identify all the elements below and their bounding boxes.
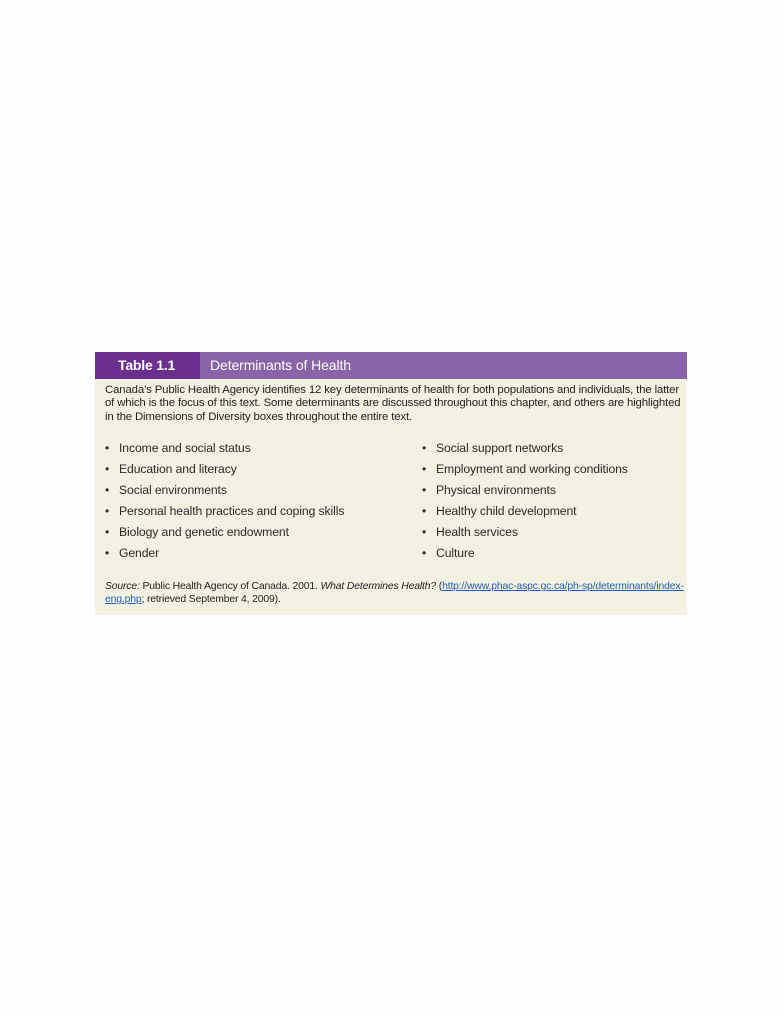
list-item-label: Social environments	[119, 483, 227, 497]
determinants-list-right	[422, 438, 628, 564]
list-item-label: Social support networks	[436, 441, 564, 455]
list-item-label: Income and social status	[119, 441, 251, 455]
list-item-label: Personal health practices and coping skills	[119, 504, 345, 518]
list-item	[105, 501, 344, 522]
bullet-icon: •	[105, 546, 110, 560]
source-text: Public Health Agency of Canada. 2001.	[139, 581, 321, 592]
list-item-label: Biology and genetic endowment	[119, 525, 289, 539]
list-item-label: Healthy child development	[436, 504, 577, 518]
list-item	[422, 543, 628, 564]
bullet-icon: •	[105, 504, 110, 518]
source-text-open: (	[436, 581, 443, 592]
list-item-label: Gender	[119, 546, 160, 560]
table-intro: Canada’s Public Health Agency identifies 12 key determinants of health for both populations and individuals, the latter of which is the focus of this text. Some determinants are discussed throughout this chapter, and others are highlighted in the Dimensions of Diversity boxes throughout the entire text.	[105, 384, 681, 423]
list-item-label: Culture	[436, 546, 475, 560]
bullet-icon: •	[422, 504, 427, 518]
source-work-title: What Determines Health?	[320, 581, 437, 592]
source-retrieved: ; retrieved September 4, 2009).	[141, 593, 281, 605]
list-item	[105, 480, 344, 501]
source-link[interactable]: http://www.phac-aspc.gc.ca/ph-sp/determinants/index-eng.php	[105, 581, 684, 605]
bullet-icon: •	[105, 462, 110, 476]
list-item	[105, 543, 344, 564]
list-item	[422, 459, 628, 480]
determinants-list-left	[105, 438, 344, 564]
list-item	[422, 480, 628, 501]
table-header	[95, 352, 687, 379]
list-item	[105, 438, 344, 459]
bullet-icon: •	[422, 525, 427, 539]
source-citation	[105, 581, 685, 606]
bullet-icon: •	[422, 483, 427, 497]
source-label: Source:	[105, 581, 140, 592]
list-item	[422, 522, 628, 543]
bullet-icon: •	[105, 441, 110, 455]
table-title: Determinants of Health	[210, 357, 351, 373]
list-item	[105, 459, 344, 480]
list-item-label: Health services	[436, 525, 518, 539]
table-panel	[95, 352, 687, 615]
bullet-icon: •	[105, 525, 110, 539]
bullet-icon: •	[422, 441, 427, 455]
list-item-label: Employment and working conditions	[436, 462, 628, 476]
list-item	[422, 438, 628, 459]
list-item	[105, 522, 344, 543]
list-item-label: Physical environments	[436, 483, 556, 497]
bullet-icon: •	[422, 546, 427, 560]
bullet-icon: •	[105, 483, 110, 497]
bullet-icon: •	[422, 462, 427, 476]
table-number: Table 1.1	[95, 352, 200, 379]
list-item	[422, 501, 628, 522]
list-item-label: Education and literacy	[119, 462, 237, 476]
